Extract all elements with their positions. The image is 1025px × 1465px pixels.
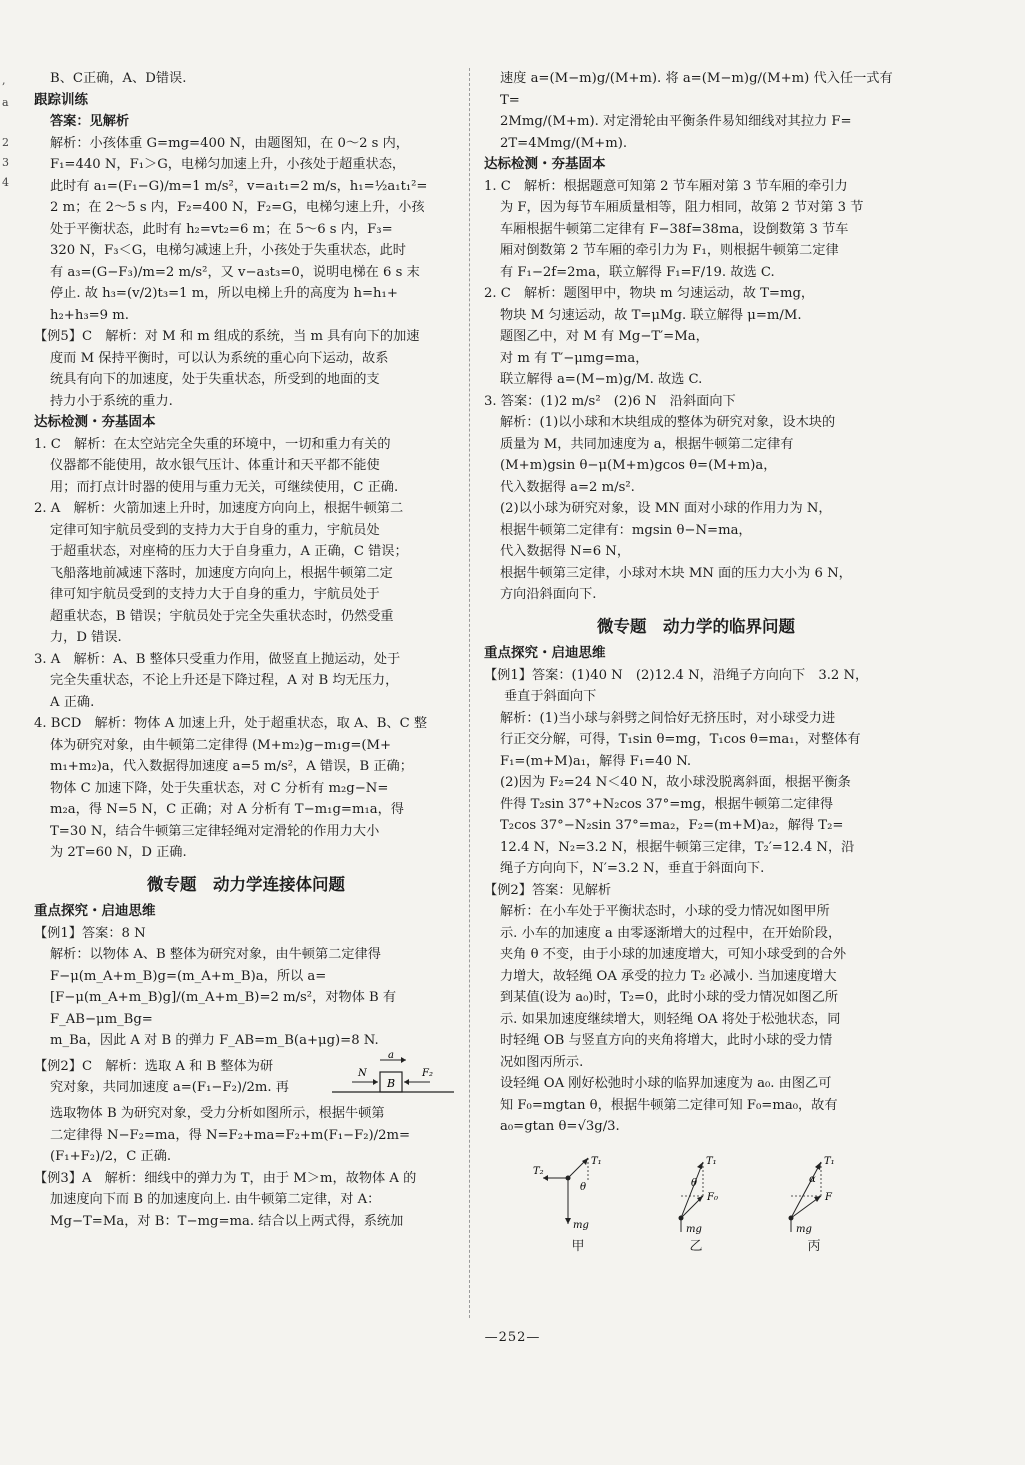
text-line: 定律可知宇航员受到的支持力大于自身的重力，宇航员处 [50,522,380,538]
text-line: 2 m；在 2～5 s 内，F₂=400 N，F₂=G，电梯匀速上升，小孩 [50,200,425,215]
left-column [34,68,458,1232]
micro-topic-title: 微专题 动力学的临界问题 [597,616,795,636]
figure-bing-diagram [769,1156,859,1236]
margin-mark: , [2,74,6,87]
text-line: 停止. 故 h₃=(v/2)t₃=1 m，所以电梯上升的高度为 h=h₁+ [50,286,398,301]
text-line: 320 N，F₃＜G，电梯匀减速上升，小孩处于失重状态，此时 [50,243,406,258]
text-line: 况如图丙所示. [500,1054,584,1070]
margin-mark: 2 [2,136,9,149]
example-line: 【例2】C 解析：选取 A 和 B 整体为研 [34,1058,274,1074]
text-line: m₁+m₂)a，代入数据得加速度 a=5 m/s²，A 错误，B 正确； [50,759,413,774]
example-line: 【例3】A 解析：细线中的弹力为 T，由于 M＞m，故物体 A 的 [34,1170,417,1186]
figure-label: 乙 [689,1238,703,1254]
question-line: 2. A 解析：火箭加速上升时，加速度方向向上，根据牛顿第二 [34,501,404,516]
theta-label: θ [580,1181,587,1193]
right-column [484,68,908,1257]
text-line: 解析：以物体 A、B 整体为研究对象，由牛顿第二定律得 [50,947,381,962]
text-line: 根据牛顿第二定律有：mgsin θ−N=ma， [500,522,752,538]
text-line: 车厢根据牛顿第二定律有 F−38f=38ma，设倒数第 3 节车 [500,221,849,237]
example-line: 【例1】答案：(1)40 N (2)12.4 N，沿绳子方向向下 3.2 N， [484,667,869,683]
text-line: T=30 N，结合牛顿第三定律轻绳对定滑轮的作用力大小 [50,823,380,839]
text-line: 2T=4Mmg/(M+m). [500,135,628,151]
text-line: 行正交分解，可得，T₁sin θ=mg，T₁cos θ=ma₁，对整体有 [500,732,861,747]
f2-label: F₂ [422,1067,433,1079]
text-line: 题图乙中，对 M 有 Mg−T′=Ma， [500,329,709,344]
micro-topic-title: 微专题 动力学连接体问题 [147,874,345,894]
section-heading: 达标检测・夯基固本 [34,414,156,430]
section-heading: 重点探究・启迪思维 [484,645,606,661]
t1-label: T₁ [591,1155,602,1167]
block-force-figure [328,1052,458,1104]
text-line: 究对象，共同加速度 a=(F₁−F₂)/2m. 再 [50,1080,289,1096]
question-line: 3. A 解析：A、B 整体只受重力作用，做竖直上抛运动，处于 [34,651,401,667]
text-line: F₁=(m+M)a₁，解得 F₁=40 N. [500,753,692,769]
text-line: 物体 C 加速下降，处于失重状态，对 C 分析有 m₂g−N= [50,780,389,796]
question-line: 4. BCD 解析：物体 A 加速上升，处于超重状态，取 A、B、C 整 [34,716,428,731]
text-line: 为 F，因为每节车厢质量相等，阻力相同，故第 2 节对第 3 节 [500,200,864,215]
page-number: —252— [484,1330,541,1345]
theta-label: θ [691,1177,698,1189]
figure-jia-diagram [533,1156,623,1236]
text-line: 质量为 M，共同加速度为 a，根据牛顿第二定律有 [500,436,794,452]
text-line: 代入数据得 a=2 m/s². [500,479,635,495]
text-line: 力，D 错误. [50,630,122,645]
text-line: 绳子方向向下，N′=3.2 N，垂直于斜面向下. [500,861,765,876]
figure-bing [769,1156,859,1258]
text-line: 解析：在小车处于平衡状态时，小球的受力情况如图甲所 [500,904,830,919]
text-line: 知 F₀=mgtan θ，根据牛顿第二定律可知 F₀=ma₀，故有 [500,1097,838,1113]
text-line: 为 2T=60 N，D 正确. [50,845,187,860]
text-line: 厢对倒数第 2 节车厢的牵引力为 F₁，则根据牛顿第二定律 [500,243,839,258]
text-line: T₂cos 37°−N₂sin 37°=ma₂，F₂=(m+M)a₂，解得 T₂= [500,818,844,833]
text-line: [F−μ(m_A+m_B)g]/(m_A+m_B)=2 m/s²，对物体 B 有 F_AB−μm_Bg= [50,990,397,1027]
section-heading: 重点探究・启迪思维 [34,903,156,919]
text-line: 代入数据得 N=6 N， [500,544,631,559]
text-line: F−μ(m_A+m_B)g=(m_A+m_B)a，所以 a= [50,968,327,984]
text-line: 12.4 N，N₂=3.2 N，根据牛顿第三定律，T₂′=12.4 N，沿 [500,839,855,855]
text-line: 选取物体 B 为研究对象，受力分析如图所示，根据牛顿第 [50,1106,385,1121]
text-line: 2Mmg/(M+m). 对定滑轮由平衡条件易知细线对其拉力 F= [500,114,852,129]
figure-yi [651,1156,741,1258]
text-line: 时轻绳 OB 与竖直方向的夹角将增大，此时小球的受力情 [500,1033,833,1048]
text-line: B、C正确，A、D错误. [50,71,187,86]
text-line: (M+m)gsin θ−μ(M+m)gcos θ=(M+m)a， [500,458,777,473]
text-line: 示. 如果加速度继续增大，则轻绳 OA 将处于松弛状态，同 [500,1011,841,1027]
block-diagram [328,1052,458,1096]
text-line: Mg−T=Ma，对 B：T−mg=ma. 结合以上两式得，系统加 [50,1213,404,1229]
figure-label: 丙 [807,1238,821,1254]
example-line: 【例2】答案：见解析 [484,882,612,898]
text-line: 垂直于斜面向下 [504,689,597,704]
t2-label: T₂ [533,1165,544,1177]
text-line: 夹角 θ 不变，由于小球的加速度增大，可知小球受到的合外 [500,947,847,962]
t1-label: T₁ [824,1155,835,1167]
text-line: 仪器都不能使用，故水银气压计、体重计和天平都不能使 [50,458,380,473]
figure-jia [533,1156,623,1258]
text-line: 设轻绳 OA 刚好松弛时小球的临界加速度为 a₀. 由图乙可 [500,1076,832,1091]
text-line: 有 F₁−2f=2ma，联立解得 F₁=F/19. 故选 C. [500,264,775,280]
question-line: 2. C 解析：题图甲中，物块 m 匀速运动，故 T=mg， [484,286,815,301]
text-line: F₁=440 N，F₁＞G，电梯匀加速上升，小孩处于超重状态， [50,157,406,172]
mg-label: mg [573,1219,589,1231]
f0-label: F₀ [707,1191,718,1203]
text-line: 用；而打点计时器的使用与重力无关，可继续使用，C 正确. [50,479,399,495]
mg-label: mg [686,1223,702,1235]
text-line: 度而 M 保持平衡时，可以认为系统的重心向下运动，故系 [50,350,389,366]
text-line: 联立解得 a=(M−m)g/M. 故选 C. [500,372,703,387]
example-line: 【例1】答案：8 N [34,925,146,941]
figure-yi-diagram [651,1156,741,1236]
column-divider [469,68,470,1318]
text-line: 示. 小车的加速度 a 由零逐渐增大的过程中，在开始阶段， [500,925,842,941]
answer-line: 答案：见解析 [50,114,130,129]
text-line: a₀=gtan θ=√3g/3. [500,1119,620,1134]
text-line: 到某值(设为 a₀)时，T₂=0，此时小球的受力情况如图乙所 [500,990,839,1005]
example-line: 【例5】C 解析：对 M 和 m 组成的系统，当 m 具有向下的加速 [34,329,420,344]
text-line: 解析：(1)当小球与斜劈之间恰好无挤压时，对小球受力进 [500,710,836,726]
section-heading: 达标检测・夯基固本 [484,156,606,172]
text-line: 对 m 有 T′−μmg=ma， [500,350,649,366]
question-line: 1. C 解析：在太空站完全失重的环境中，一切和重力有关的 [34,436,391,452]
text-line: 体为研究对象，由牛顿第二定律得 (M+m₂)g−m₁g=(M+ [50,737,392,753]
text-line: 根据牛顿第三定律，小球对木块 MN 面的压力大小为 6 N， [500,565,852,581]
text-line: m₂a，得 N=5 N，C 正确；对 A 分析有 T−m₁g=m₁a，得 [50,802,404,817]
text-line: 处于平衡状态，此时有 h₂=vt₂=6 m；在 5～6 s 内，F₃= [50,221,393,237]
text-line: 件得 T₂sin 37°+N₂cos 37°=mg，根据牛顿第二定律得 [500,796,834,812]
accel-label: a [388,1051,394,1061]
margin-mark: a [2,96,9,109]
n-label: N [358,1067,367,1079]
text-line: 律可知宇航员受到的支持力大于自身的重力，宇航员处于 [50,587,380,602]
text-line: 力增大，故轻绳 OA 承受的拉力 T₂ 必减小. 当加速度增大 [500,968,837,984]
text-line: 持力小于系统的重力. [50,393,173,409]
text-line: 统具有向下的加速度，处于失重状态，所受到的地面的支 [50,372,380,387]
example-2-row [34,1052,458,1104]
text-line: (F₁+F₂)/2，C 正确. [50,1149,172,1164]
text-line: A 正确. [50,694,95,710]
text-line: 于超重状态，对座椅的压力大于自身重力，A 正确，C 错误； [50,544,408,559]
text-line: (2)以小球为研究对象，设 MN 面对小球的作用力为 N， [500,501,832,516]
text-line: (2)因为 F₂=24 N＜40 N，故小球没脱离斜面，根据平衡条 [500,775,851,790]
text-line: 物块 M 匀速运动，故 T=μMg. 联立解得 μ=m/M. [500,307,802,323]
force-figures [484,1156,908,1258]
question-line: 1. C 解析：根据题意可知第 2 节车厢对第 3 节车厢的牵引力 [484,178,848,194]
text-line: 解析：小孩体重 G=mg=400 N，由题图知，在 0～2 s 内， [50,135,409,151]
figure-label: 甲 [571,1238,585,1254]
text-line: 此时有 a₁=(F₁−G)/m=1 m/s²，v=a₁t₁=2 m/s，h₁=½a₁t₁²= [50,178,428,194]
mg-label: mg [796,1223,812,1235]
text-line: h₂+h₃=9 m. [50,307,129,323]
text-line: m_Ba，因此 A 对 B 的弹力 F_AB=m_B(a+μg)=8 N. [50,1033,379,1048]
margin-mark: 4 [2,176,9,189]
text-line: 方向沿斜面向下. [500,587,597,602]
text-line: 有 a₃=(G−F₃)/m=2 m/s²，又 v−a₃t₃=0，说明电梯在 6 s 末 [50,264,420,280]
text-line: 完全失重状态，不论上升还是下降过程，A 对 B 均无压力， [50,673,399,688]
section-heading: 跟踪训练 [34,91,88,108]
question-line: 3. 答案：(1)2 m/s² (2)6 N 沿斜面向下 [484,393,736,409]
text-line: 解析：(1)以小球和木块组成的整体为研究对象，设木块的 [500,415,836,430]
block-b-label: B [387,1076,396,1090]
alpha-label: α [809,1173,816,1185]
text-line: 飞船落地前减速下落时，加速度方向向上，根据牛顿第二定 [50,565,393,581]
margin-mark: 3 [2,156,9,169]
f-label: F [825,1191,832,1203]
text-line: 加速度向下而 B 的加速度向上. 由牛顿第二定律，对 A： [50,1192,381,1207]
text-line: 二定律得 N−F₂=ma，得 N=F₂+ma=F₂+m(F₁−F₂)/2m= [50,1127,411,1143]
text-line: 速度 a=(M−m)g/(M+m). 将 a=(M−m)g/(M+m) 代入任一式有 T= [500,71,893,108]
text-line: 超重状态，B 错误；宇航员处于完全失重状态时，仍然受重 [50,608,394,624]
t1-label: T₁ [706,1155,717,1167]
